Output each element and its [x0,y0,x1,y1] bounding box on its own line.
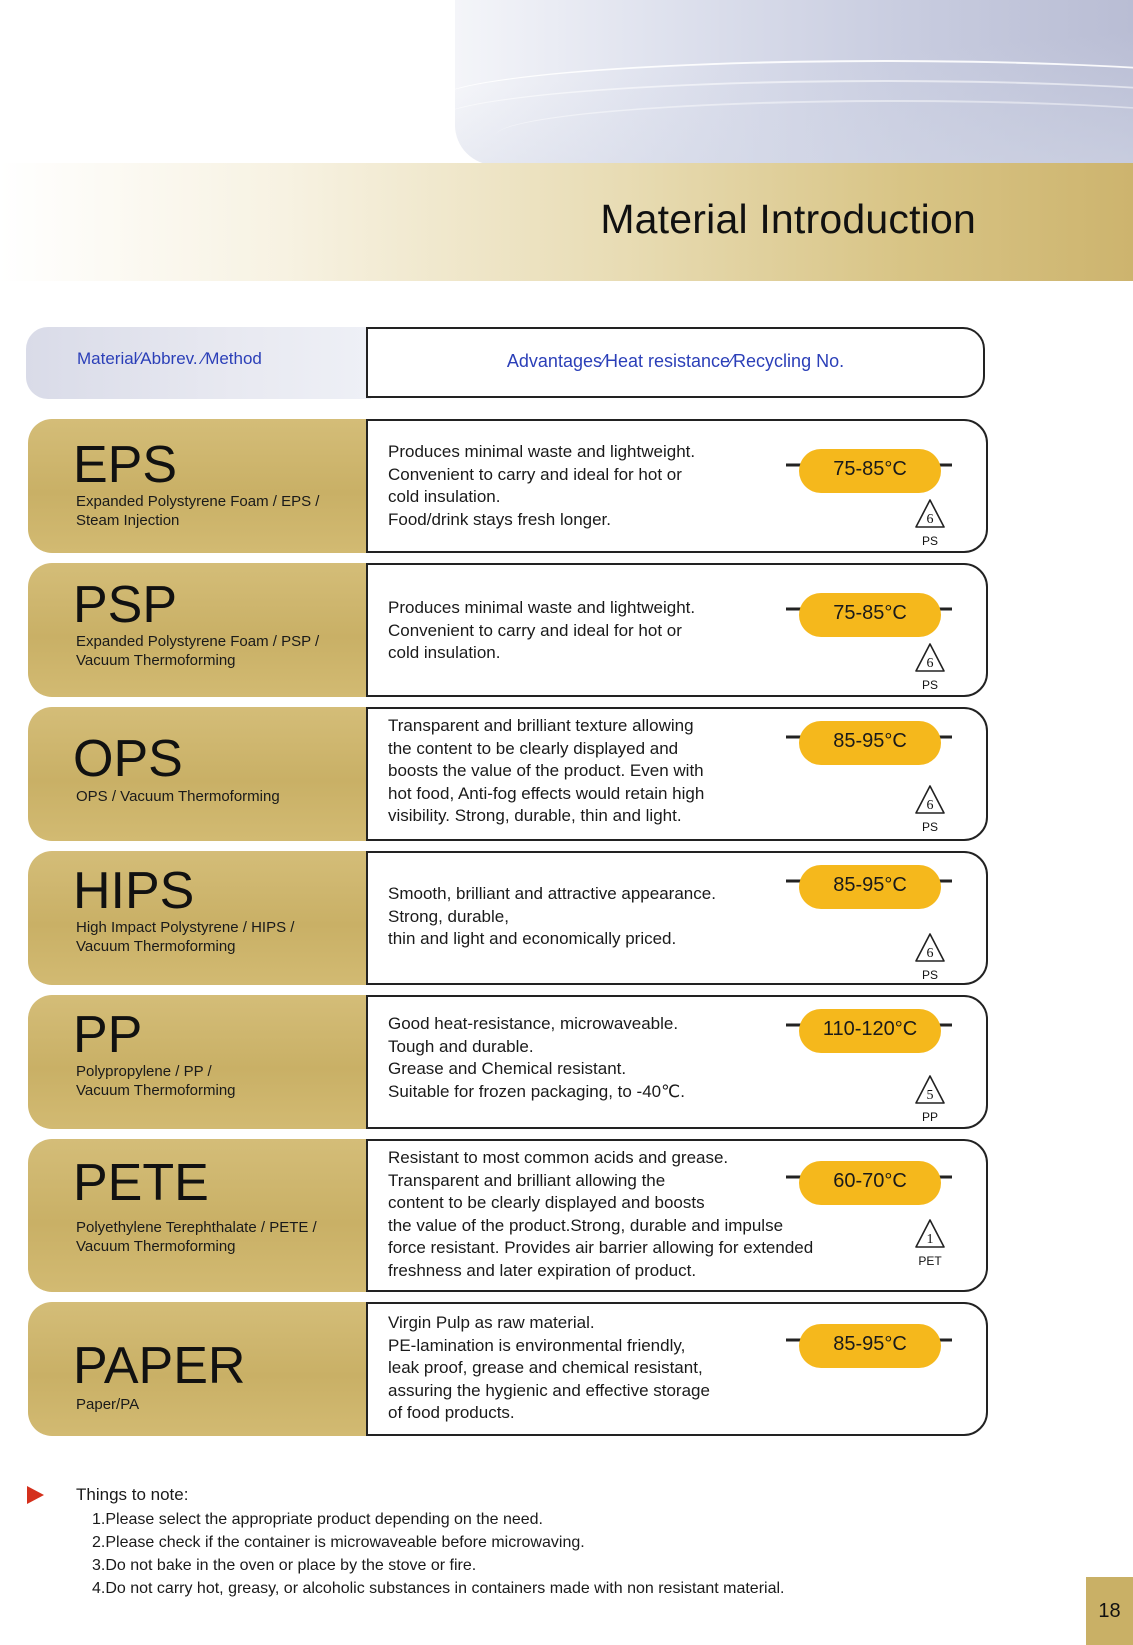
description-line: the content to be clearly displayed and [388,738,679,758]
material-row [28,1302,988,1436]
description-line: Produces minimal waste and lightweight. [388,442,696,461]
material-name-line: Vacuum Thermoforming [76,1238,236,1255]
recycling-number: 6 [926,656,934,671]
material-description [388,1312,788,1425]
material-abbreviation: OPS [73,730,183,788]
description-line: Food/drink stays fresh longer. [388,509,612,529]
material-row [28,1139,988,1292]
material-description [388,883,788,951]
material-row [28,419,988,553]
recycling-code [908,1217,952,1269]
recycling-label: PS [921,820,938,834]
notes-list [92,1508,784,1600]
recycling-code [908,783,952,835]
note-item: 4.Do not carry hot, greasy, or alcoholic substances in containers made with non resistant material. [92,1580,785,1597]
material-abbreviation: EPS [73,436,178,494]
recycling-code [908,1073,952,1125]
material-full-name [76,1062,366,1100]
recycling-code [908,497,952,549]
description-line: Smooth, brilliant and attractive appearance. [388,884,716,903]
material-description [388,715,788,828]
note-item: 3.Do not bake in the oven or place by the stove or fire. [92,1557,477,1574]
note-item: 2.Please check if the container is microwaveable before microwaving. [92,1534,585,1551]
description-line: thin and light and economically priced. [388,929,677,948]
heat-resistance-badge [784,1009,954,1053]
heat-resistance-badge [784,593,954,637]
material-name-line: Vacuum Thermoforming [76,1082,236,1099]
material-full-name [76,632,366,670]
material-name-line: High Impact Polystyrene / HIPS / [76,919,295,936]
description-line: Suitable for frozen packaging, to -40℃. [388,1081,685,1101]
material-name-line: Expanded Polystyrene Foam / EPS / [76,493,320,510]
heat-resistance-badge [784,721,954,765]
description-line: Resistant to most common acids and grease. [388,1148,729,1167]
material-full-name [76,1218,366,1256]
notes-arrow-icon [27,1486,44,1504]
recycling-code [908,641,952,693]
recycling-label: PS [921,968,938,982]
description-line: cold insulation. [388,487,501,506]
heat-resistance-value: 85-95°C [833,874,907,896]
description-line: force resistant. Provides air barrier allowing for extended [388,1238,814,1257]
material-row [28,707,988,841]
heat-resistance-badge [784,1161,954,1205]
description-line: Virgin Pulp as raw material. [388,1313,595,1332]
recycling-number: 6 [926,512,934,527]
heat-resistance-value: 75-85°C [833,458,907,480]
recycling-label: PS [921,678,938,692]
recycling-code [908,931,952,983]
hero-tray-image [455,0,1133,165]
material-row [28,995,988,1129]
material-name-line: Polyethylene Terephthalate / PETE / [76,1219,317,1236]
material-row [28,563,988,697]
description-line: the value of the product.Strong, durable and impulse [388,1215,784,1235]
heat-resistance-value: 85-95°C [833,1333,907,1355]
material-full-name [76,918,366,956]
page-title: Material Introduction [600,196,976,242]
description-line: Tough and durable. [388,1036,534,1056]
recycling-number: 5 [926,1088,934,1103]
description-line: Strong, durable, [388,906,509,926]
description-line: Convenient to carry and ideal for hot or [388,620,682,640]
heat-resistance-badge [784,449,954,493]
description-line: Grease and Chemical resistant. [388,1059,627,1078]
description-line: boosts the value of the product. Even with [388,761,704,780]
heat-resistance-value: 85-95°C [833,730,907,752]
material-abbreviation: PSP [73,576,178,634]
description-line: assuring the hygienic and effective storage [388,1380,710,1400]
description-line: visibility. Strong, durable, thin and light. [388,806,682,825]
material-full-name [76,787,366,806]
heat-resistance-value: 75-85°C [833,602,907,624]
material-description [388,441,788,531]
description-line: content to be clearly displayed and boosts [388,1193,705,1212]
material-abbreviation: HIPS [73,862,195,920]
heat-resistance-value: 60-70°C [833,1170,907,1192]
material-full-name [76,1395,366,1414]
material-name-line: OPS / Vacuum Thermoforming [76,788,280,805]
description-line: Produces minimal waste and lightweight. [388,598,696,617]
heat-resistance-value: 110-120°C [822,1018,918,1040]
description-line: cold insulation. [388,643,501,662]
description-line: of food products. [388,1403,515,1422]
material-abbreviation: PETE [73,1154,209,1212]
description-line: leak proof, grease and chemical resistant, [388,1358,703,1377]
recycling-label: PET [918,1254,942,1268]
heat-resistance-badge [784,1324,954,1368]
recycling-label: PP [921,1110,938,1124]
material-abbreviation: PAPER [73,1337,246,1395]
heat-resistance-badge [784,865,954,909]
description-line: Good heat-resistance, microwaveable. [388,1014,679,1033]
description-line: Transparent and brilliant texture allowing [388,716,694,735]
material-name-line: Expanded Polystyrene Foam / PSP / [76,633,320,650]
recycling-number: 6 [926,946,934,961]
notes-title: Things to note: [76,1485,189,1504]
description-line: hot food, Anti-fog effects would retain high [388,783,705,803]
material-row [28,851,988,985]
description-line: PE-lamination is environmental friendly, [388,1335,686,1355]
column-header-advantages: Advantages∕Heat resistance∕Recycling No. [506,351,845,371]
material-description [388,597,788,665]
material-name-line: Vacuum Thermoforming [76,652,236,669]
material-name-line: Steam Injection [76,512,180,529]
material-name-line: Paper/PA [76,1396,140,1413]
material-name-line: Vacuum Thermoforming [76,938,236,955]
recycling-label: PS [921,534,938,548]
recycling-number: 6 [926,798,934,813]
material-description [388,1147,814,1282]
material-name-line: Polypropylene / PP / [76,1063,212,1080]
material-abbreviation: PP [73,1006,143,1064]
recycling-number: 1 [926,1232,934,1247]
page-number: 18 [1098,1600,1121,1622]
material-full-name [76,492,366,530]
description-line: Convenient to carry and ideal for hot or [388,464,682,484]
description-line: freshness and later expiration of product. [388,1260,697,1280]
material-description [388,1013,788,1103]
note-item: 1.Please select the appropriate product depending on the need. [92,1511,543,1528]
column-header-material: Material∕Abbrev. ∕Method [77,349,262,368]
description-line: Transparent and brilliant allowing the [388,1170,666,1190]
